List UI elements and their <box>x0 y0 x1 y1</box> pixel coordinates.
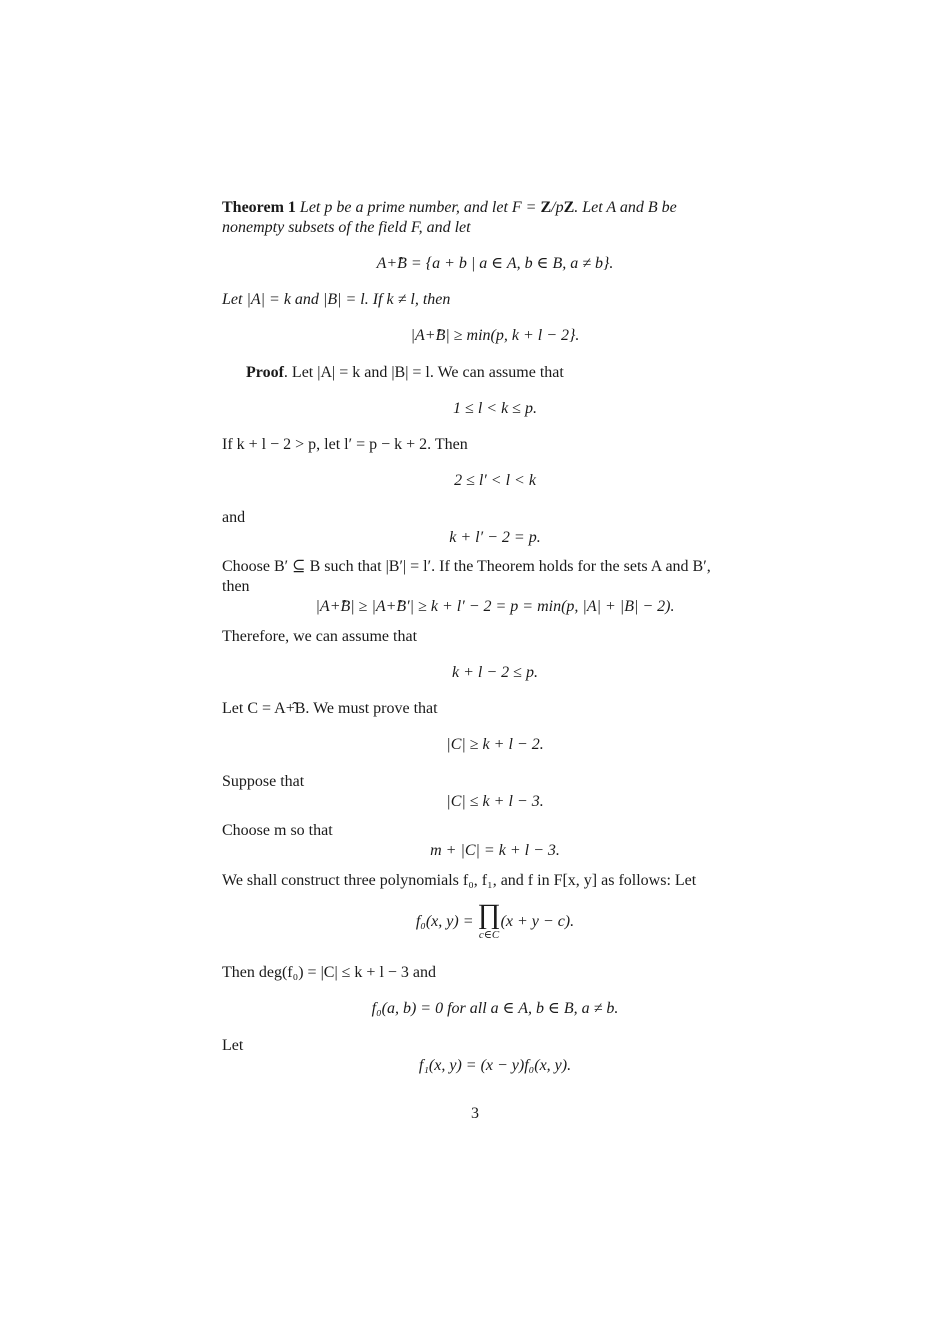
equation-3: k + l′ − 2 = p. <box>449 529 541 546</box>
choose-m-line: Choose m so that <box>222 822 333 839</box>
therefore-line: Therefore, we can assume that <box>222 628 418 645</box>
define-c-line: Let C = A+̂B. We must prove that <box>222 700 438 717</box>
proof-intro <box>222 363 792 383</box>
proof-label: Proof <box>246 364 284 381</box>
equation-10: f₀(a, b) = 0 for all a ∈ A, b ∈ B, a ≠ b. <box>371 1000 619 1017</box>
theorem-line-1 <box>222 198 768 218</box>
degree-line: Then deg(f₀) = |C| ≤ k + l − 3 and <box>222 964 437 981</box>
equation-2: 2 ≤ l′ < l < k <box>454 472 536 489</box>
choose-subset-line-2: then <box>222 578 250 595</box>
product-operator <box>477 899 501 942</box>
eq9-right: (x + y − c). <box>500 913 575 930</box>
theorem-condition: Let |A| = k and |B| = l. If k ≠ l, then <box>222 291 451 308</box>
equation-7: |C| ≤ k + l − 3. <box>446 793 544 810</box>
restricted-sumset-definition: A+̂B = {a + b | a ∈ A, b ∈ B, a ≠ b}. <box>376 255 614 272</box>
let-word: Let <box>222 1037 244 1054</box>
equation-4: |A+̂B| ≥ |A+̂B′| ≥ k + l′ − 2 = p = min(p, |A| + |B| − 2). <box>315 598 675 615</box>
equation-11: f₁(x, y) = (x − y)f₀(x, y). <box>418 1057 572 1074</box>
product-symbol: ∏ <box>477 899 501 930</box>
integers-symbol: Z <box>540 199 552 216</box>
theorem-quotient: /p <box>551 199 564 216</box>
theorem-statement-start: Let p be a prime number, and let F = <box>299 199 541 216</box>
and-word: and <box>222 509 246 526</box>
theorem-statement-end: . Let A and B be <box>574 199 677 216</box>
suppose-line: Suppose that <box>222 773 305 790</box>
construct-polynomials-line: We shall construct three polynomials f₀, f₁, and f in F[x, y] as follows: Let <box>222 872 697 889</box>
equation-6: |C| ≥ k + l − 2. <box>446 736 544 753</box>
page-number: 3 <box>471 1105 479 1122</box>
equation-5: k + l − 2 ≤ p. <box>452 664 538 681</box>
product-subscript: c∈C <box>478 929 500 941</box>
proof-case-line: If k + l − 2 > p, let l′ = p − k + 2. Then <box>222 436 468 453</box>
theorem-label: Theorem 1 <box>222 199 296 216</box>
integers-symbol-2: Z <box>563 199 575 216</box>
equation-8: m + |C| = k + l − 3. <box>430 842 560 859</box>
eq9-left: f₀(x, y) = <box>415 913 478 930</box>
equation-9-product <box>222 899 768 942</box>
proof-intro-text: . Let |A| = k and |B| = l. We can assume that <box>283 364 564 381</box>
equation-1: 1 ≤ l < k ≤ p. <box>453 400 537 417</box>
choose-subset-line-1: Choose B′ ⊆ B such that |B′| = l′. If the Theorem holds for the sets A and B′, <box>222 558 711 575</box>
theorem-main-inequality: |A+̂B| ≥ min(p, k + l − 2}. <box>410 327 580 344</box>
theorem-line-2: nonempty subsets of the field F, and let <box>222 219 471 236</box>
